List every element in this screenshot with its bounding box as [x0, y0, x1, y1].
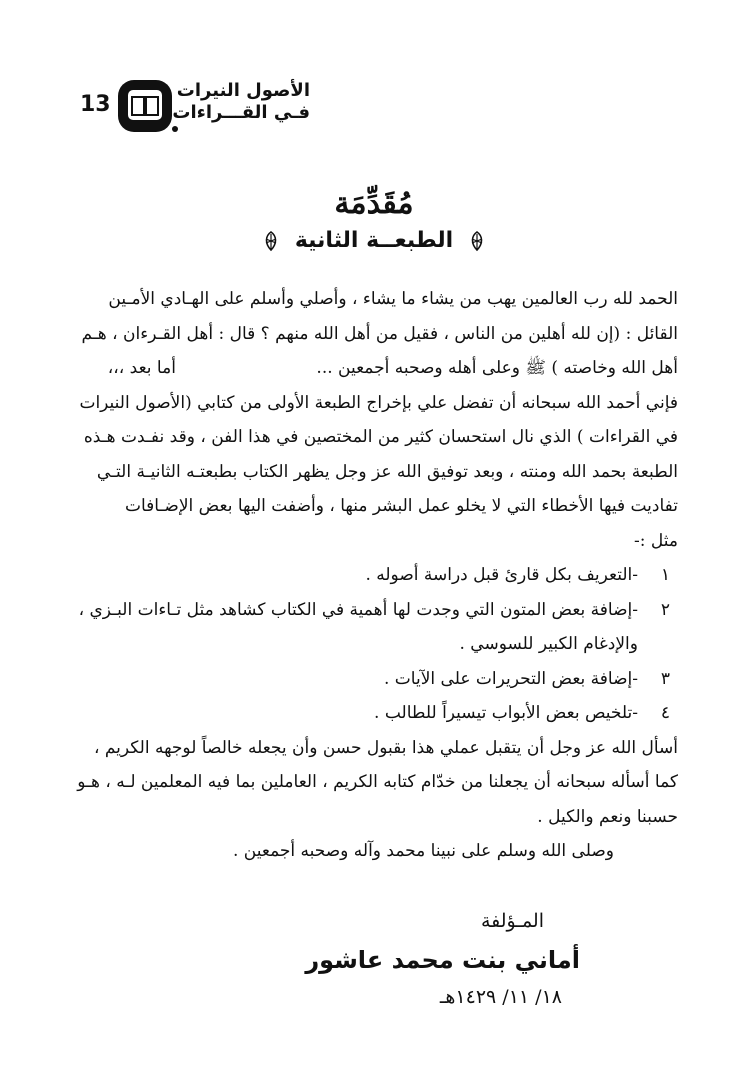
list-number: ٤ — [660, 703, 670, 723]
list-item — [72, 593, 678, 662]
list-item-text: -إضافة بعض المتون التي وجدت لها أهمية في الكتاب كشاهد مثل تـاءات البـزي ، — [78, 599, 638, 620]
page-header — [70, 74, 310, 134]
subtitle-text: الطبعــة الثانية — [294, 228, 454, 253]
book-logo-icon — [118, 80, 172, 132]
list-item — [72, 558, 678, 593]
body-line: في القراءات ) الذي نال استحسان كثير من المختصين في هذا الفن ، وقد نفـدت هـذه — [83, 427, 678, 447]
body-line: الطبعة بحمد الله ومنته ، وبعد توفيق الله عز وجل يظهر الكتاب بطبعتـه الثانيـة التـي — [96, 461, 678, 482]
page-number: 13 — [80, 92, 111, 117]
list-item-text: والإدغام الكبير للسوسي . — [459, 634, 638, 654]
closing-line: كما أسأله سبحانه أن يجعلنا من خدّام كتابه الكريم ، العاملين بما فيه المعلمين لـه ، هـو — [77, 772, 678, 792]
list-item — [72, 696, 678, 731]
additions-list — [72, 558, 678, 731]
closing-line: حسبنا ونعم والكيل . — [537, 806, 678, 827]
closing-line: أسأل الله عز وجل أن يتقبل عملي هذا بقبول حسن وأن يجعله خالصاً لوجهه الكريم ، — [93, 737, 678, 758]
list-number: ٣ — [660, 668, 670, 689]
list-item-text: -تلخيص بعض الأبواب تيسيراً للطالب . — [374, 703, 638, 723]
body-line: أهل الله وخاصته ) ﷺ وعلى أهله وصحبه أجمعين ... أما بعد ،،، — [107, 358, 678, 378]
list-item — [72, 662, 678, 697]
author-label: المـؤلفة — [480, 910, 544, 932]
running-title-line1: الأصول النيرات — [176, 80, 310, 101]
section-title: مُقَدِّمَة — [334, 186, 414, 221]
author-name: أماني بنت محمد عاشور — [305, 946, 580, 974]
running-title-line2: فـي القـــراءات — [172, 102, 310, 123]
salutation: وصلى الله وسلم على نبينا محمد وآله وصحبه أجمعين . — [232, 841, 614, 861]
body-line: تفاديت فيها الأخطاء التي لا يخلو عمل البشر منها ، وأضفت اليها بعض الإضـافات — [124, 496, 678, 516]
body-text — [72, 282, 678, 869]
body-line: مثل :- — [634, 530, 678, 551]
body-line: القائل : (إن لله أهلين من الناس ، فقيل من أهل الله منهم ؟ قال : أهل القـرءان ، هـم — [81, 323, 678, 344]
list-item-text: -إضافة بعض التحريرات على الآيات . — [383, 668, 638, 689]
section-subtitle — [0, 228, 748, 253]
floral-ornament-icon — [261, 230, 281, 252]
list-number: ٢ — [660, 599, 670, 620]
body-line: الحمد لله رب العالمين يهب من يشاء ما يشاء ، وأصلي وأسلم على الهـادي الأمـين — [108, 289, 678, 309]
list-item-text: -التعريف بكل قارئ قبل دراسة أصوله . — [365, 565, 638, 585]
list-number: ١ — [660, 565, 670, 585]
body-line: فإني أحمد الله سبحانه أن تفضل علي بإخراج الطبعة الأولى من كتابي (الأصول النيرات — [79, 392, 678, 413]
floral-ornament-icon — [467, 230, 487, 252]
running-title — [172, 80, 310, 124]
author-date: ١٨/ ١١/ ١٤٢٩هـ — [439, 986, 562, 1008]
